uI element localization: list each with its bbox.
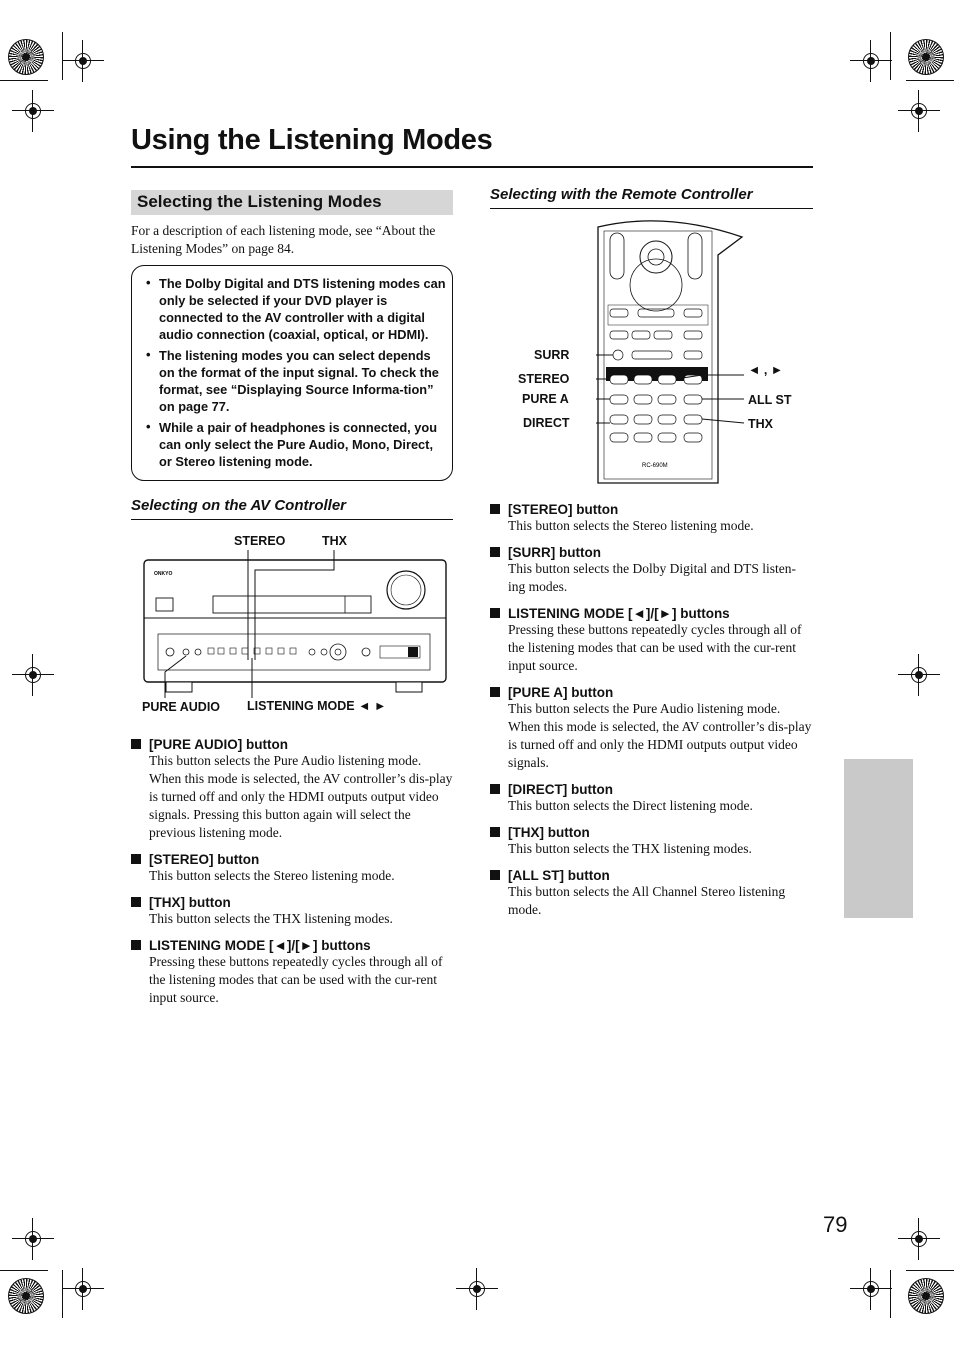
- button-heading: [131, 737, 453, 752]
- callout-pure-audio: PURE AUDIO: [142, 700, 221, 714]
- callout-thx: THX: [322, 534, 347, 548]
- crop-line: [890, 1270, 891, 1318]
- chapter-tab: [844, 759, 913, 918]
- square-bullet-icon: [131, 897, 141, 907]
- remote-model-label: RC-690M: [642, 463, 668, 469]
- crosshair-mark: [860, 1278, 882, 1300]
- crop-line: [0, 1270, 48, 1271]
- button-heading-text: [STEREO] button: [508, 502, 619, 517]
- button-description: This button selects the Stereo listening mode.: [149, 868, 395, 883]
- left-button-list: [131, 737, 453, 1007]
- button-heading: [490, 868, 813, 883]
- button-heading: [490, 606, 813, 621]
- button-heading-text: [PURE AUDIO] button: [149, 737, 288, 752]
- square-bullet-icon: [131, 854, 141, 864]
- square-bullet-icon: [131, 739, 141, 749]
- callout-stereo: STEREO: [234, 534, 286, 548]
- right-button-list: [490, 502, 813, 919]
- crop-line: [890, 32, 891, 80]
- button-heading-text: [STEREO] button: [149, 852, 260, 867]
- bullet-icon: •: [146, 275, 151, 290]
- crop-line: [62, 1270, 63, 1318]
- crosshair-mark: [860, 50, 882, 72]
- crosshair-mark: [72, 1278, 94, 1300]
- crosshair-mark: [72, 50, 94, 72]
- button-heading: [490, 545, 813, 560]
- button-description: This button selects the THX listening modes.: [149, 911, 393, 926]
- bullet-icon: •: [146, 419, 151, 434]
- crosshair-mark: [22, 1228, 44, 1250]
- crosshair-mark: [908, 664, 930, 686]
- square-bullet-icon: [490, 687, 500, 697]
- square-bullet-icon: [490, 784, 500, 794]
- button-description: This button selects the Pure Audio listening mode. When this mode is selected, the AV controller’s dis-play is turned off and only the HDMI outputs output video signals.: [508, 701, 812, 770]
- note-box: [131, 265, 453, 481]
- button-heading-text: LISTENING MODE [◄]/[►] buttons: [508, 606, 730, 621]
- button-description: This button selects the Dolby Digital and DTS listen-ing modes.: [508, 561, 796, 594]
- crop-line: [906, 80, 954, 81]
- title-rule: [131, 166, 813, 168]
- callout-listening-mode: LISTENING MODE ◄ ►: [247, 699, 387, 713]
- button-heading: [131, 852, 453, 867]
- button-description: This button selects the Pure Audio listening mode. When this mode is selected, the AV controller’s dis-play is turned off and only the HDMI outputs output video signals. Pressing this button again will select the previous listening mode.: [149, 753, 453, 840]
- button-description: This button selects the Direct listening mode.: [508, 798, 753, 813]
- square-bullet-icon: [490, 547, 500, 557]
- av-controller-heading: Selecting on the AV Controller: [131, 497, 347, 514]
- button-heading-text: [DIRECT] button: [508, 782, 613, 797]
- remote-controller-illustration: [596, 215, 746, 485]
- page-number: 79: [823, 1212, 848, 1237]
- note-item: The Dolby Digital and DTS listening modes can only be selected if your DVD player is connected to the AV controller with a digital audio connection (coaxial, optical, or HDMI).: [159, 276, 446, 342]
- brand-logo: ONKYO: [154, 571, 173, 577]
- callout-surr: SURR: [534, 348, 570, 362]
- remote-heading: Selecting with the Remote Controller: [490, 186, 753, 203]
- callout-arrows: ◄ , ►: [748, 363, 784, 377]
- button-heading: [131, 938, 453, 953]
- square-bullet-icon: [490, 827, 500, 837]
- callout-all-st: ALL ST: [748, 393, 792, 407]
- callout-stereo: STEREO: [518, 372, 570, 386]
- crosshair-mark: [908, 1228, 930, 1250]
- button-description: Pressing these buttons repeatedly cycles through all of the listening modes that can be used with the cur-rent input source.: [508, 622, 802, 673]
- button-description: This button selects the THX listening modes.: [508, 841, 752, 856]
- button-heading: [131, 895, 453, 910]
- crop-line: [0, 80, 48, 81]
- button-description: Pressing these buttons repeatedly cycles through all of the listening modes that can be used with the cur-rent input source.: [149, 954, 443, 1005]
- crop-line: [906, 1270, 954, 1271]
- section-heading: Selecting the Listening Modes: [137, 192, 382, 211]
- registration-rosette-top-left: [8, 39, 44, 75]
- intro-paragraph: For a description of each listening mode, see “About the Listening Modes” on page 84.: [131, 223, 436, 256]
- square-bullet-icon: [490, 504, 500, 514]
- bullet-icon: •: [146, 347, 151, 362]
- button-heading: [490, 502, 813, 517]
- button-heading-text: [THX] button: [508, 825, 590, 840]
- button-heading: [490, 685, 813, 700]
- callout-pure-a: PURE A: [522, 392, 569, 406]
- note-item: While a pair of headphones is connected, you can only select the Pure Audio, Mono, Direct, or Stereo listening mode.: [159, 420, 438, 469]
- note-item: The listening modes you can select depends on the format of the input signal. To check the format, see “Displaying Source Informa-tion” on page 77.: [159, 348, 439, 414]
- subheading-rule: [131, 519, 453, 520]
- square-bullet-icon: [131, 940, 141, 950]
- crosshair-mark: [22, 664, 44, 686]
- square-bullet-icon: [490, 870, 500, 880]
- subheading-rule: [490, 208, 813, 209]
- callout-thx: THX: [748, 417, 773, 431]
- registration-rosette-bottom-left: [8, 1278, 44, 1314]
- av-controller-illustration: [140, 550, 450, 700]
- section-heading-box: [131, 190, 453, 215]
- button-description: This button selects the Stereo listening mode.: [508, 518, 754, 533]
- crop-line: [62, 32, 63, 80]
- button-heading: [490, 825, 813, 840]
- page-title: Using the Listening Modes: [131, 124, 493, 156]
- button-heading-text: [THX] button: [149, 895, 231, 910]
- button-heading-text: [ALL ST] button: [508, 868, 610, 883]
- callout-direct: DIRECT: [523, 416, 570, 430]
- button-description: This button selects the All Channel Stereo listening mode.: [508, 884, 786, 917]
- button-heading-text: [SURR] button: [508, 545, 601, 560]
- button-heading-text: [PURE A] button: [508, 685, 614, 700]
- button-heading-text: LISTENING MODE [◄]/[►] buttons: [149, 938, 371, 953]
- crosshair-mark: [466, 1278, 488, 1300]
- crosshair-mark: [908, 100, 930, 122]
- square-bullet-icon: [490, 608, 500, 618]
- crosshair-mark: [22, 100, 44, 122]
- registration-rosette-top-right: [908, 39, 944, 75]
- registration-rosette-bottom-right: [908, 1278, 944, 1314]
- button-heading: [490, 782, 813, 797]
